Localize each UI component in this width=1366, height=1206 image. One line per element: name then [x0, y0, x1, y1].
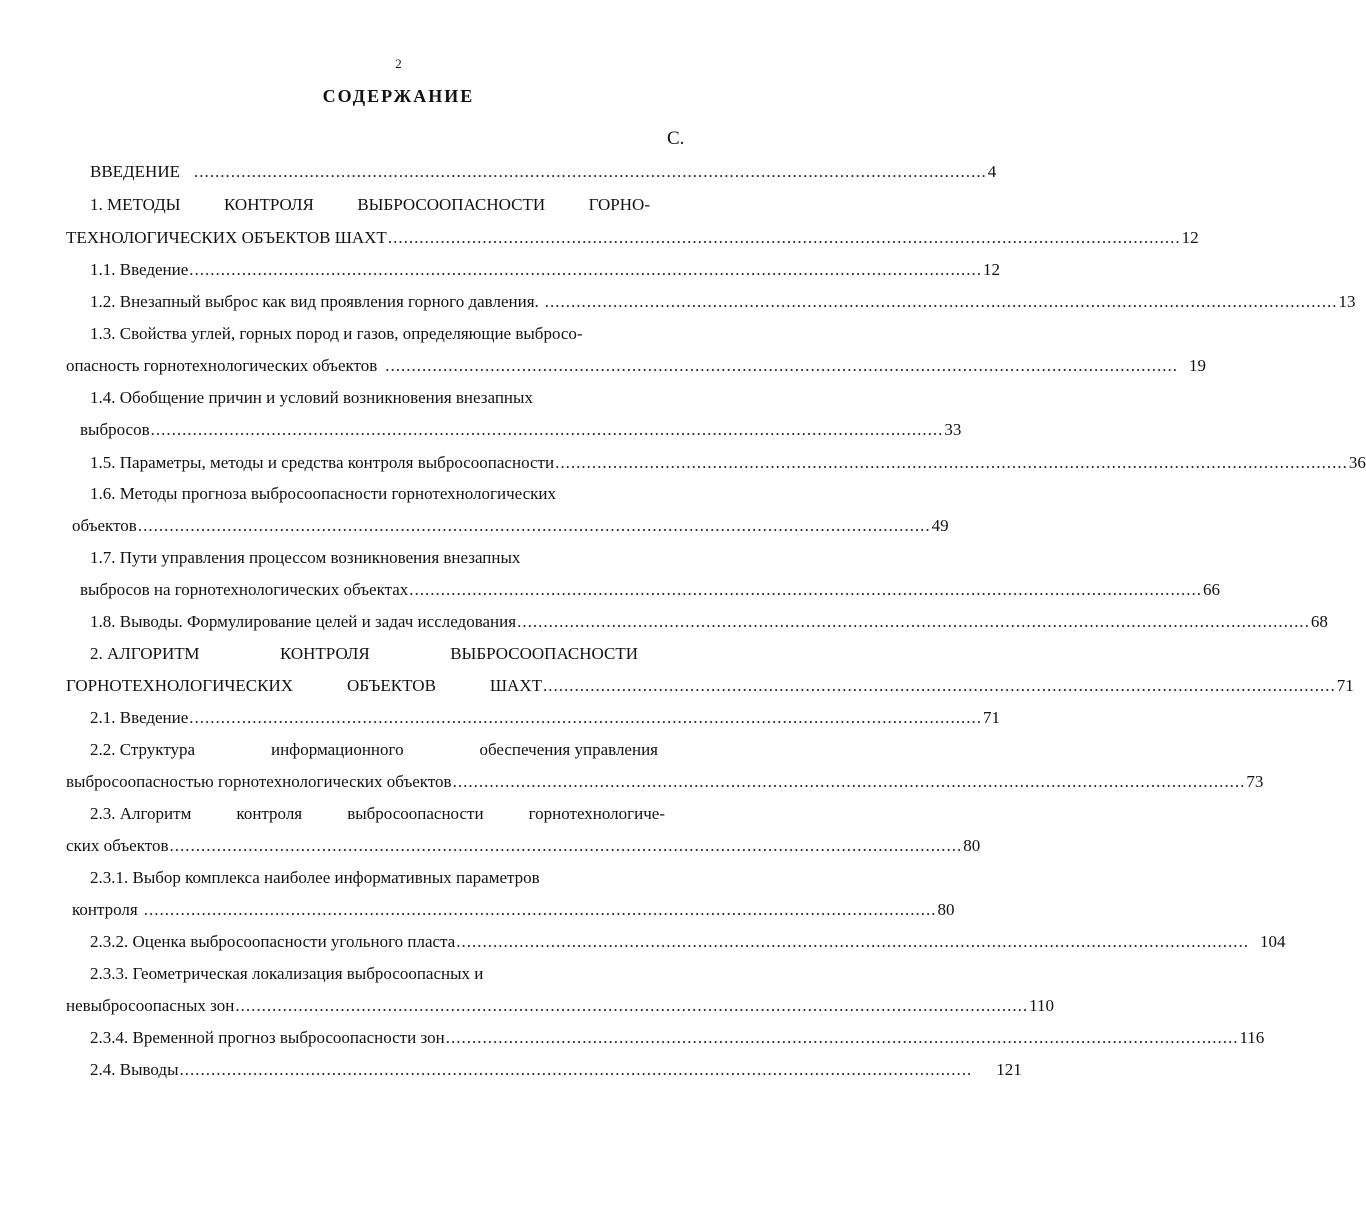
toc-entry-text: ТЕХНОЛОГИЧЕСКИХ ОБЪЕКТОВ ШАХТ	[66, 228, 387, 247]
toc-entry-text: 1.6. Методы прогноза выбросоопасности горнотехнологических	[90, 484, 557, 503]
toc-entry-text: 2.3.3. Геометрическая локализация выбросоопасных и	[90, 964, 484, 983]
toc-entry-page: 12	[1181, 228, 1199, 247]
toc-entry-page: 19	[1189, 356, 1207, 375]
toc-entry-text: 1.2. Внезапный выброс как вид проявления горного давления.	[90, 292, 539, 311]
toc-entry-chapter2-line2	[66, 674, 1354, 698]
toc-entry-text: 1.1. Введение	[90, 260, 189, 279]
leader-dots: .......................................................................................................................................................	[409, 580, 1203, 599]
toc-entry-words	[66, 674, 542, 698]
toc-entry-1-7-line1	[90, 546, 650, 570]
toc-entry-text: 1.3. Свойства углей, горных пород и газов, определяющие выбросо-	[90, 324, 583, 343]
toc-entry-text: 1.8. Выводы. Формулирование целей и задач исследования	[90, 612, 517, 631]
toc-entry-page: 13	[1338, 292, 1356, 311]
toc-entry-2-3-1-line2	[72, 898, 955, 922]
toc-entry-2-3-line1	[90, 802, 665, 826]
leader-dots: .......................................................................................................................................................	[555, 453, 1348, 472]
leader-dots: .......................................................................................................................................................	[235, 996, 1029, 1015]
toc-entry-intro	[90, 160, 997, 184]
leader-dots: .......................................................................................................................................................	[150, 420, 944, 439]
toc-entry-chapter1-line1	[90, 193, 650, 217]
toc-entry-text: 1.4. Обобщение причин и условий возникновения внезапных	[90, 388, 533, 407]
toc-entry-chapter2-line1	[90, 642, 638, 666]
leader-dots: .......................................................................................................................................................	[189, 260, 983, 279]
toc-word: ВЫБРОСООПАСНОСТИ	[450, 644, 638, 663]
toc-entry-1-8	[90, 610, 1328, 634]
toc-entry-text: 2.3.4. Временной прогноз выбросоопасности зон	[90, 1028, 445, 1047]
toc-entry-page: 33	[944, 420, 962, 439]
leader-dots: .......................................................................................................................................................	[143, 900, 937, 919]
toc-entry-2-3-line2	[66, 834, 981, 858]
toc-entry-1-4-line1	[90, 386, 650, 410]
leader-dots: .......................................................................................................................................................	[445, 1028, 1239, 1047]
toc-entry-text: выбросов на горнотехнологических объектах	[80, 580, 409, 599]
toc-entry-1-4-line2	[80, 418, 962, 442]
toc-word: 2.3. Алгоритм	[90, 804, 192, 823]
toc-word: контроля	[236, 804, 303, 823]
toc-word: информационного	[270, 740, 404, 759]
toc-entry-2-3-4	[90, 1026, 1265, 1050]
toc-entry-page: 66	[1203, 580, 1221, 599]
toc-entry-text: ВВЕДЕНИЕ	[90, 162, 180, 181]
toc-entry-chapter1-line2	[66, 226, 1199, 250]
toc-word: выбросоопасности	[347, 804, 484, 823]
toc-word: горнотехнологиче-	[528, 804, 665, 823]
page-title: СОДЕРЖАНИЕ	[322, 86, 475, 106]
leader-dots: .......................................................................................................................................................	[456, 932, 1249, 951]
toc-entry-text: 1.7. Пути управления процессом возникновения внезапных	[90, 548, 521, 567]
toc-entry-page: 49	[931, 516, 949, 535]
toc-entry-page: 116	[1239, 1028, 1265, 1047]
toc-word: обеспечения управления	[479, 740, 658, 759]
toc-entry-1-3-line1	[90, 322, 650, 346]
toc-entry-2-3-3-line2	[66, 994, 1055, 1018]
toc-entry-page: 12	[983, 260, 1001, 279]
toc-entry-page: 110	[1029, 996, 1055, 1015]
toc-entry-1-1	[90, 258, 1001, 282]
toc-entry-text: ских объектов	[66, 836, 169, 855]
toc-entry-text: 1.5. Параметры, методы и средства контроля выбросоопасности	[90, 453, 555, 472]
toc-word: 1. МЕТОДЫ	[90, 195, 181, 214]
toc-entry-2-4	[90, 1058, 1022, 1082]
toc-entry-1-6-line2	[72, 514, 949, 538]
toc-entry-1-5	[90, 451, 1366, 475]
toc-entry-page: 104	[1259, 932, 1286, 951]
toc-word: КОНТРОЛЯ	[279, 644, 370, 663]
leader-dots: .......................................................................................................................................................	[137, 516, 931, 535]
toc-entry-page: 80	[937, 900, 955, 919]
toc-entry-1-2	[90, 290, 1356, 314]
toc-word: КОНТРОЛЯ	[224, 195, 314, 214]
toc-entry-text: выбросов	[80, 420, 150, 439]
toc-entry-page: 121	[996, 1060, 1022, 1079]
page-number: 2	[395, 56, 402, 71]
toc-entry-2-3-2	[90, 930, 1286, 954]
leader-dots: .......................................................................................................................................................	[452, 772, 1246, 791]
toc-entry-text: объектов	[72, 516, 137, 535]
leader-dots: .......................................................................................................................................................	[189, 708, 983, 727]
toc-entry-2-3-1-line1	[90, 866, 650, 890]
leader-dots: .......................................................................................................................................................	[385, 356, 1179, 375]
toc-word: ШАХТ	[489, 676, 542, 695]
toc-entry-page: 71	[983, 708, 1001, 727]
toc-entry-text: контроля	[72, 900, 138, 919]
toc-entry-2-1	[90, 706, 1001, 730]
toc-entry-page: 73	[1246, 772, 1264, 791]
toc-entry-text: 2.3.1. Выбор комплекса наиболее информативных параметров	[90, 868, 540, 887]
toc-entry-text: невыбросоопасных зон	[66, 996, 235, 1015]
toc-entry-2-3-3-line1	[90, 962, 650, 986]
toc-entry-1-6-line1	[90, 482, 650, 506]
toc-word: ГОРНО-	[588, 195, 650, 214]
toc-entry-text: 2.4. Выводы	[90, 1060, 179, 1079]
leader-dots: .......................................................................................................................................................	[517, 612, 1310, 631]
toc-word: 2. АЛГОРИТМ	[90, 644, 200, 663]
leader-dots: .......................................................................................................................................................	[543, 676, 1336, 695]
toc-entry-text: 2.1. Введение	[90, 708, 189, 727]
toc-entry-text: выбросоопасностью горнотехнологических объектов	[66, 772, 452, 791]
toc-entry-page: 80	[963, 836, 981, 855]
toc-entry-1-3-line2	[66, 354, 1207, 378]
toc-entry-text: 2.3.2. Оценка выбросоопасности угольного пласта	[90, 932, 456, 951]
toc-word: ОБЪЕКТОВ	[347, 676, 436, 695]
toc-word: ГОРНОТЕХНОЛОГИЧЕСКИХ	[66, 676, 294, 695]
toc-entry-2-2-line1	[90, 738, 658, 762]
leader-dots: .......................................................................................................................................................	[387, 228, 1181, 247]
leader-dots: .......................................................................................................................................................	[169, 836, 963, 855]
page-column-label: С.	[667, 128, 685, 149]
toc-entry-page: 71	[1336, 676, 1354, 695]
toc-entry-page: 68	[1310, 612, 1328, 631]
toc-word: 2.2. Структура	[90, 740, 196, 759]
toc-entry-2-2-line2	[66, 770, 1264, 794]
leader-dots: .......................................................................................................................................................	[544, 292, 1338, 311]
toc-entry-text: опасность горнотехнологических объектов	[66, 356, 378, 375]
toc-word: ВЫБРОСООПАСНОСТИ	[357, 195, 546, 214]
toc-entry-page: 36	[1348, 453, 1366, 472]
toc-entry-1-7-line2	[80, 578, 1221, 602]
leader-dots: .......................................................................................................................................................	[193, 162, 987, 181]
toc-entry-page: 4	[987, 162, 997, 181]
leader-dots: .......................................................................................................................................................	[179, 1060, 973, 1079]
